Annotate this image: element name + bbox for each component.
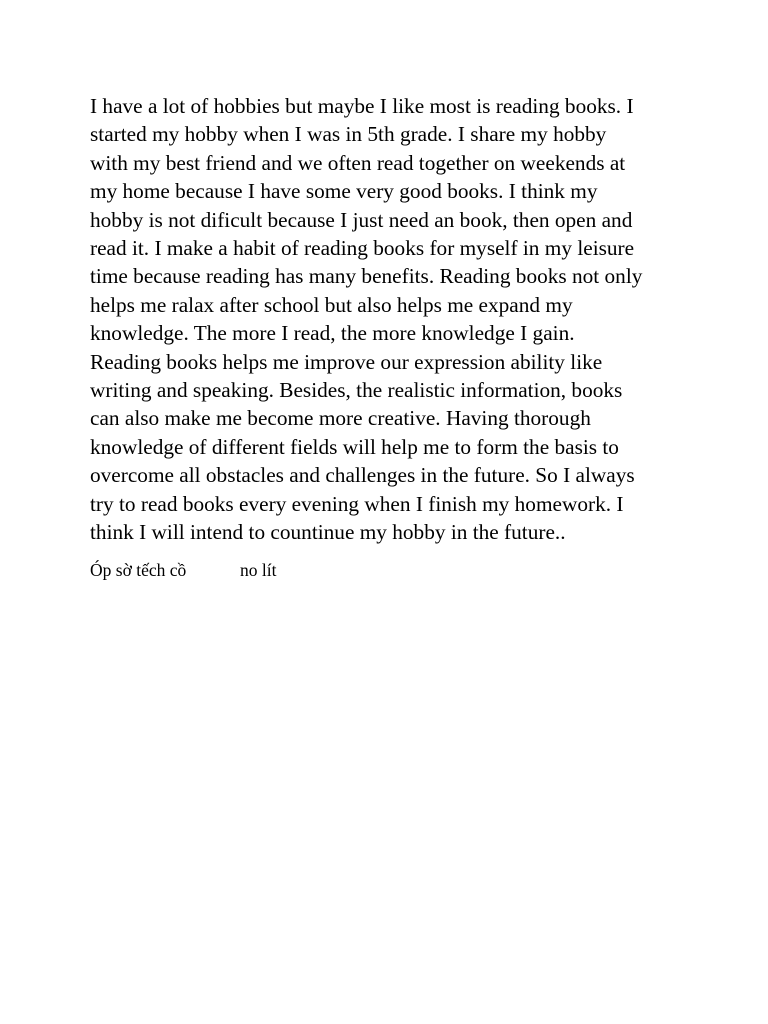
paragraph-line: knowledge. The more I read, the more knowledge I gain. bbox=[90, 321, 575, 346]
paragraph-line: overcome all obstacles and challenges in the future. So I always bbox=[90, 463, 635, 488]
paragraph-line: try to read books every evening when I finish my homework. I bbox=[90, 491, 624, 516]
paragraph-line: Reading books helps me improve our expression ability like bbox=[90, 349, 603, 374]
paragraph-line: with my best friend and we often read together on weekends at bbox=[90, 150, 626, 175]
paragraph-line: helps me ralax after school but also helps me expand my bbox=[90, 292, 573, 317]
paragraph-line: think I will intend to countinue my hobby in the future.. bbox=[90, 520, 566, 545]
paragraph-line: my home because I have some very good books. I think my bbox=[90, 179, 598, 204]
paragraph-line: I have a lot of hobbies but maybe I like most is reading books. I bbox=[90, 94, 634, 118]
paragraph-line: read it. I make a habit of reading books for myself in my leisure bbox=[90, 236, 635, 261]
paragraph-line: time because reading has many benefits. Reading books not only bbox=[90, 264, 643, 289]
paragraph-line: hobby is not dificult because I just need an book, then open and bbox=[90, 207, 633, 232]
footer-word: no lít bbox=[240, 560, 277, 580]
footer-line bbox=[90, 556, 277, 584]
footer-word: Óp sờ tếch cồ bbox=[90, 560, 187, 580]
paragraph-line: knowledge of different fields will help me to form the basis to bbox=[90, 434, 619, 459]
paragraph-line: can also make me become more creative. Having thorough bbox=[90, 406, 591, 431]
paragraph-line: started my hobby when I was in 5th grade. I share my hobby bbox=[90, 122, 607, 147]
paragraph-line: writing and speaking. Besides, the realistic information, books bbox=[90, 378, 623, 403]
essay-paragraph bbox=[90, 92, 690, 547]
